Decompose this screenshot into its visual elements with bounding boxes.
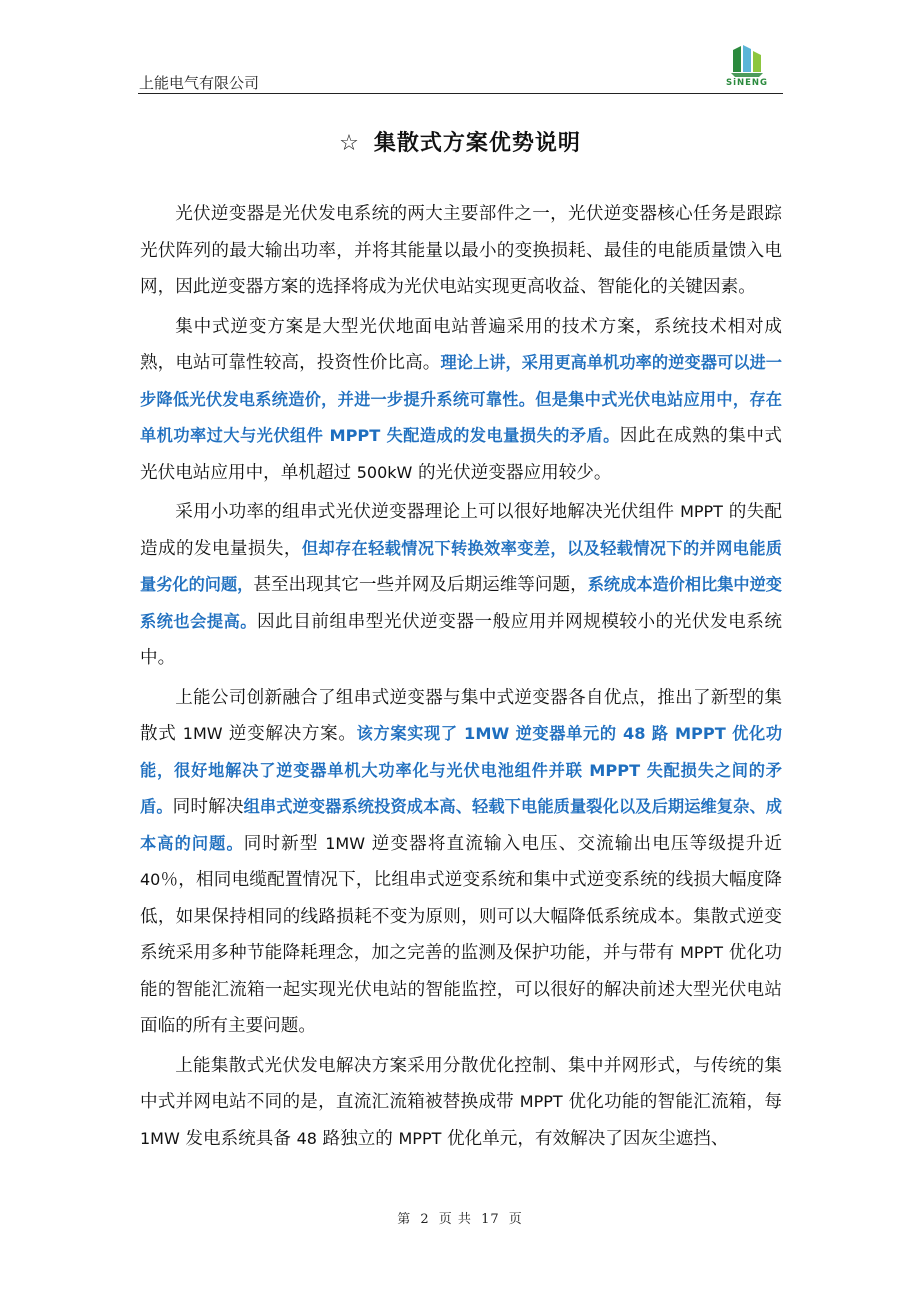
paragraph-text: 500kW [356, 462, 413, 482]
document-title [0, 126, 920, 157]
body-paragraph [140, 196, 782, 306]
paragraph-text: 路独立的 [316, 1128, 399, 1149]
footer-mid: 页 共 [438, 1212, 472, 1227]
title-text: 集散式方案优势说明 [373, 131, 581, 156]
paragraph-text: 因此在成熟的集中式光伏电站应用中，单机超过 [140, 426, 782, 483]
paragraph-text: 上能公司创新融合了组串式逆变器与集中式逆变器各自优点，推出了新型的集散式 [140, 687, 782, 744]
body-paragraph [140, 309, 782, 492]
page-header [138, 38, 783, 94]
footer-prefix: 第 [397, 1212, 412, 1227]
footer-suffix: 页 [508, 1212, 523, 1227]
paragraph-text: 同时新型 [243, 833, 326, 854]
paragraph-text: 1MW [182, 724, 223, 743]
highlighted-text: 该方案实现了 1MW 逆变器单元的 48 路 MPPT 优化功能，很好地解决了逆变器单机大功率化与光伏电池组件并联 MPPT 失配损失之间的矛盾。 [140, 724, 783, 816]
paragraph-text: 上能集散式光伏发电解决方案采用分散优化控制、集中并网形式，与传统的集中式并网电站不同的是，直流汇流箱被替换成带 [140, 1055, 782, 1112]
paragraph-text: 逆变解决方案。 [222, 724, 357, 744]
body-paragraph [140, 680, 782, 1045]
sineng-logo [719, 42, 775, 90]
paragraph-text: 逆变器将直流输入电压、交流输出电压等级提升近 [365, 833, 783, 854]
page-footer [0, 1208, 920, 1227]
star-icon: ☆ [339, 131, 360, 156]
page-number: 2 [420, 1212, 430, 1227]
paragraph-text: 集中式逆变方案是大型光伏地面电站普遍采用的技术方案，系统技术相对成熟，电站可靠性较高，投资性价比高。 [140, 316, 782, 373]
paragraph-text: 因此目前组串型光伏逆变器一般应用并网规模较小的光伏发电系统中。 [140, 611, 783, 668]
page-total: 17 [481, 1212, 500, 1227]
paragraph-text: 同时解决 [172, 797, 244, 817]
paragraph-text: MPPT [519, 1092, 563, 1111]
highlighted-text: 理论上讲，采用更高单机功率的逆变器可以进一步降低光伏发电系统造价，并进一步提升系统可靠性。但是集中式光伏电站应用中，存在单机功率过大与光伏组件 MPPT 失配造成的发电量损失的矛盾。 [140, 353, 782, 445]
paragraph-text: 采用小功率的组串式光伏逆变器理论上可以很好地解决光伏组件 [175, 502, 681, 522]
paragraph-text: 48 [296, 1128, 317, 1148]
paragraph-text: 的光伏逆变器应用较少。 [412, 462, 612, 483]
header-rule [138, 93, 783, 94]
highlighted-text: 组串式逆变器系统投资成本高、轻载下电能质量裂化以及后期运维复杂、成本高的问题。 [140, 797, 782, 853]
paragraph-text: MPPT [680, 502, 723, 521]
logo-mark-icon [719, 42, 775, 78]
paragraph-text: MPPT [680, 943, 723, 962]
paragraph-text: 优化功能的智能汇流箱一起实现光伏电站的智能监控，可以很好的解决前述大型光伏电站面临的所有主要问题。 [140, 943, 782, 1036]
paragraph-text: 的失配造成的发电量损失， [140, 502, 782, 559]
paragraph-text: ％，相同电缆配置情况下，比组串式逆变系统和集中式逆变系统的线损大幅度降低，如果保持相同的线路损耗不变为原则，则可以大幅降低系统成本。集散式逆变系统采用多种节能降耗理念，加之完善的监测及保护功能，并与带有 [140, 870, 782, 963]
paragraph-text: 光伏逆变器是光伏发电系统的两大主要部件之一，光伏逆变器核心任务是跟踪光伏阵列的最大输出功率，并将其能量以最小的变换损耗、最佳的电能质量馈入电网，因此逆变器方案的选择将成为光伏电站实现更高收益、智能化的关键因素。 [140, 204, 782, 297]
paragraph-text: 1MW [140, 1128, 180, 1148]
paragraph-text: 40 [140, 870, 161, 889]
document-body [140, 196, 782, 1160]
paragraph-text: 优化功能的智能汇流箱，每 [562, 1092, 782, 1112]
paragraph-text: 优化单元，有效解决了因灰尘遮挡、 [441, 1128, 729, 1149]
highlighted-text: 系统成本造价相比集中逆变系统也会提高。 [140, 575, 782, 631]
logo-wordmark: SiNENG [725, 78, 769, 88]
highlighted-text: 但却存在轻载情况下转换效率变差，以及轻载情况下的并网电能质量劣化的问题， [140, 538, 782, 594]
paragraph-text: 甚至出现其它一些并网及后期运维等问题， [253, 575, 588, 595]
paragraph-text: 1MW [325, 833, 366, 853]
paragraph-text: 发电系统具备 [179, 1128, 297, 1149]
paragraph-text: MPPT [398, 1128, 442, 1148]
company-name: 上能电气有限公司 [139, 74, 260, 92]
body-paragraph [140, 1048, 782, 1158]
body-paragraph [140, 494, 782, 677]
